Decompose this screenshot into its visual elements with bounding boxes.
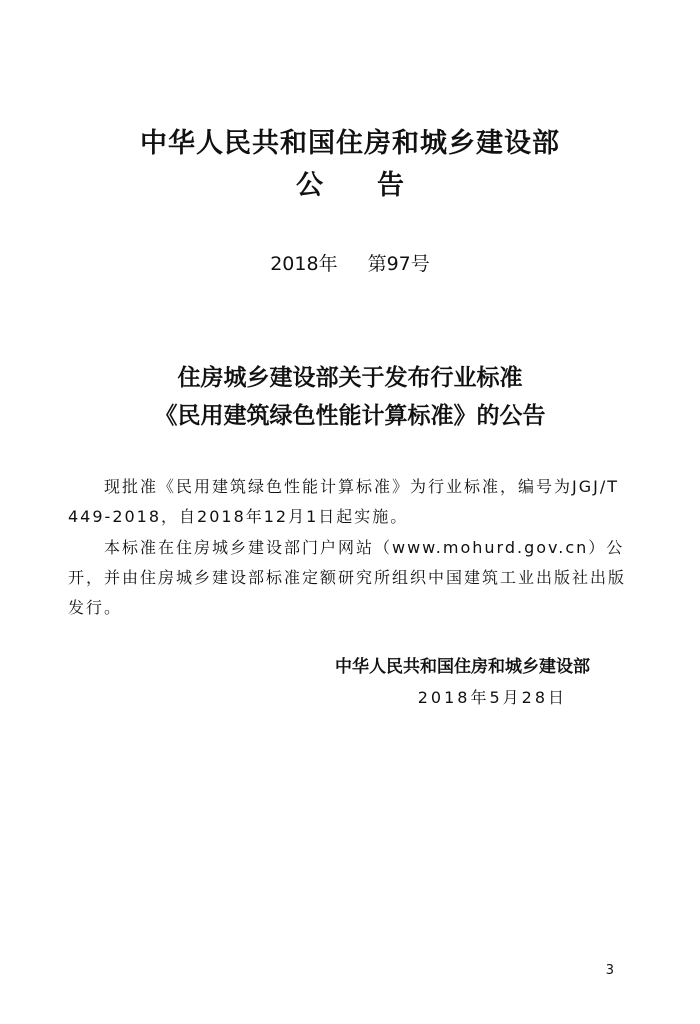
ministry-heading: 中华人民共和国住房和城乡建设部: [140, 128, 560, 159]
notice-heading-char-2: 告: [377, 170, 404, 201]
subject-title-line-2: 《民用建筑绿色性能计算标准》的公告: [154, 403, 546, 429]
signature-date: 2018年5月28日: [417, 688, 567, 707]
document-serial: 第97号: [367, 253, 430, 275]
notice-heading-char-1: 公: [296, 170, 323, 201]
document-year: 2018年: [270, 253, 338, 275]
body-paragraph-2: 本标准在住房城乡建设部门户网站（www.mohurd.gov.cn）公开，并由住房城乡建设部标准定额研究所组织中国建筑工业出版社出版发行。: [68, 538, 627, 617]
body-paragraph-1: 现批准《民用建筑绿色性能计算标准》为行业标准，编号为JGJ/T 449-2018，自2018年12月1日起实施。: [68, 477, 620, 526]
page-number: 3: [605, 963, 614, 978]
subject-title-line-1: 住房城乡建设部关于发布行业标准: [177, 365, 523, 391]
signature-organization: 中华人民共和国住房和城乡建设部: [335, 657, 590, 677]
document-number: [0, 250, 700, 278]
notice-heading: [0, 168, 700, 204]
